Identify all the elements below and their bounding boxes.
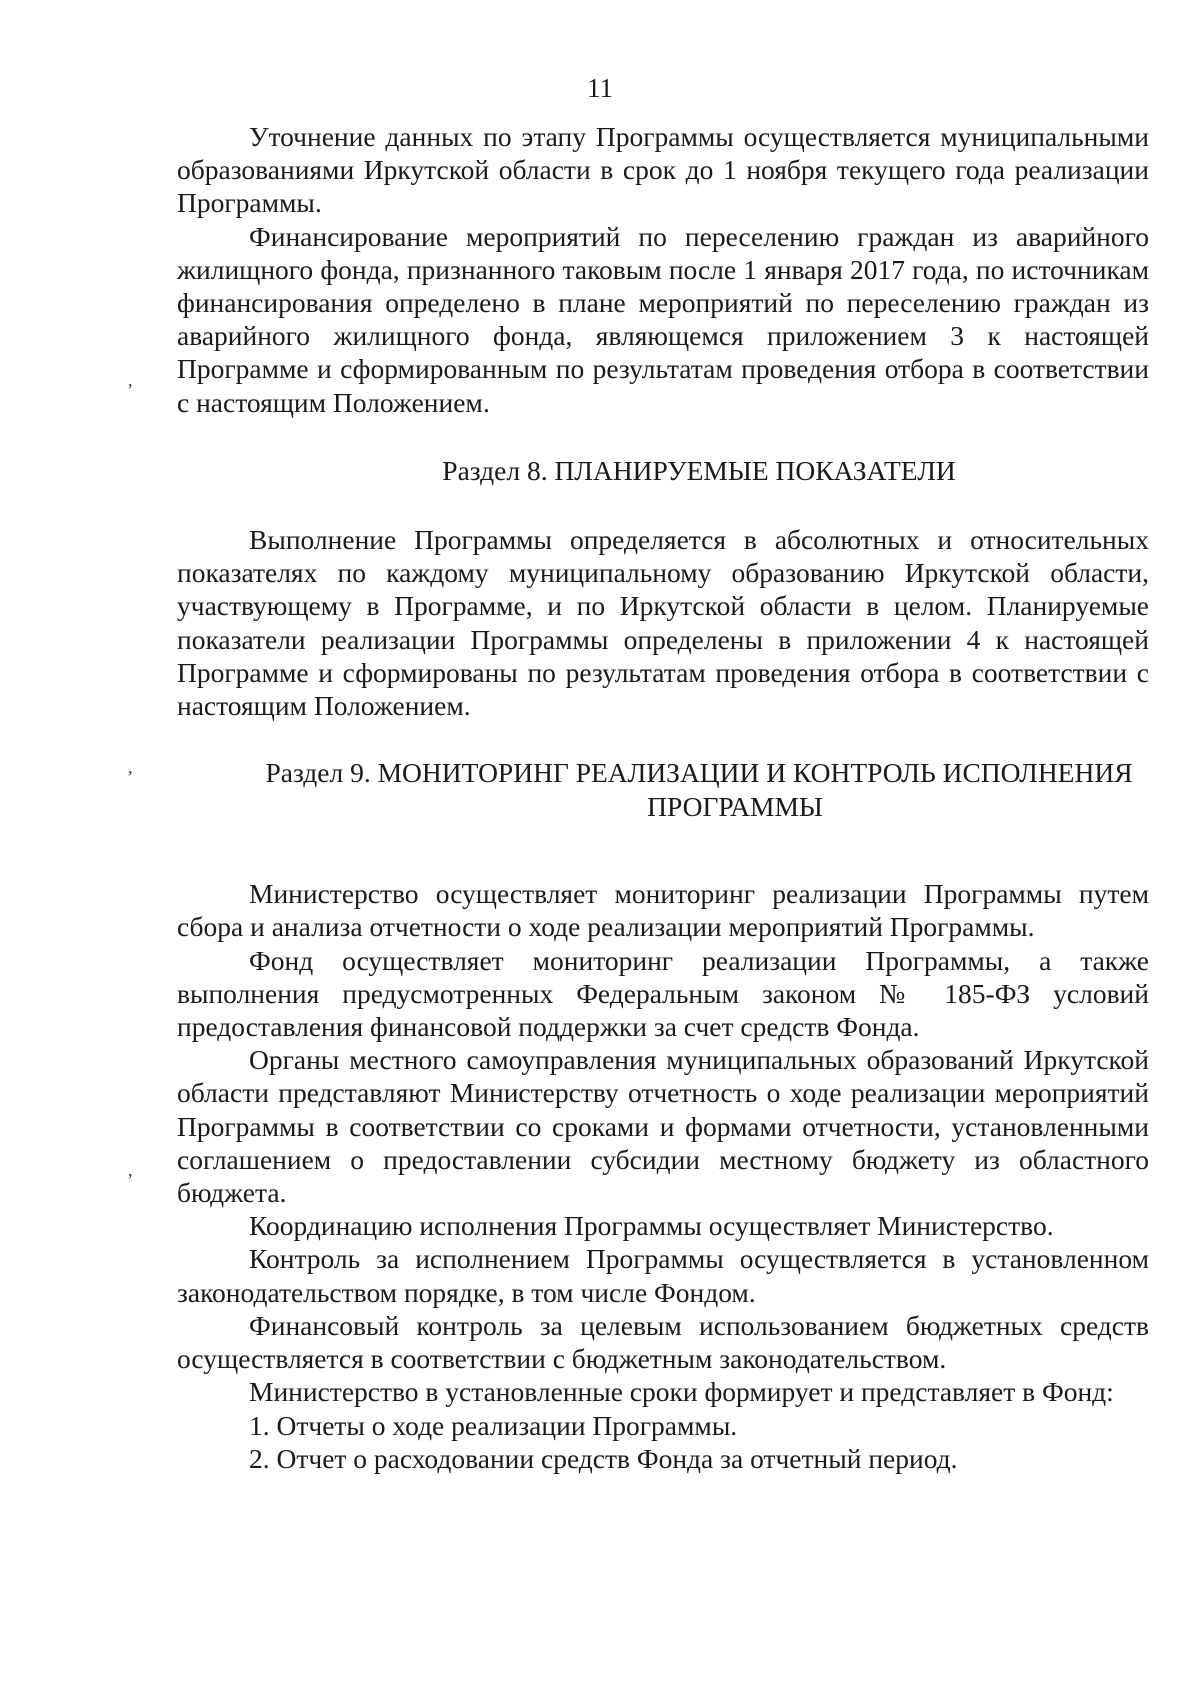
- paragraph-local-government-reporting: Органы местного самоуправления муниципальных образований Иркутской области представляют Министерству отчетность о ходе реализации мероприятий Программы в соответствии со сроками и формами отчетности, установленными соглашением о предоставлении субсидии местному бюджету из областного бюджета.: [177, 1044, 1149, 1209]
- document-body: [177, 120, 1149, 1475]
- section-9-heading-line-2: ПРОГРАММЫ: [647, 791, 823, 823]
- paragraph-coordination: Координацию исполнения Программы осуществляет Министерство.: [249, 1210, 1054, 1242]
- scan-mark: ,: [128, 757, 133, 777]
- list-item-reports-progress: 1. Отчеты о ходе реализации Программы.: [249, 1409, 738, 1441]
- scan-mark: ,: [128, 370, 133, 390]
- paragraph-fund-monitoring: Фонд осуществляет мониторинг реализации Программы, а также выполнения предусмотренных Федеральным законом № 185-ФЗ условий предоставления финансовой поддержки за счет средств Фонда.: [177, 944, 1149, 1043]
- section-9-heading-line-1: Раздел 9. МОНИТОРИНГ РЕАЛИЗАЦИИ И КОНТРОЛЬ ИСПОЛНЕНИЯ: [265, 757, 1133, 789]
- paragraph-data-refinement: Уточнение данных по этапу Программы осуществляется муниципальными образованиями Иркутской области в срок до 1 ноября текущего года реализации Программы.: [177, 121, 1149, 219]
- scan-mark: ,: [128, 1160, 133, 1180]
- section-9-heading: [177, 756, 1149, 824]
- paragraph-ministry-monitoring: Министерство осуществляет мониторинг реализации Программы путем сбора и анализа отчетности о ходе реализации мероприятий Программы.: [177, 878, 1149, 943]
- paragraph-financial-control: Финансовый контроль за целевым использованием бюджетных средств осуществляется в соответствии с бюджетным законодательством.: [177, 1309, 1149, 1375]
- paragraph-planned-indicators: Выполнение Программы определяется в абсолютных и относительных показателях по каждому муниципальному образованию Иркутской области, участвующему в Программе, и по Иркутской области в целом. Планируемые показатели реализации Программы определены в приложении 4 к настоящей Программе и сформированы по результатам проведения отбора в соответствии с настоящим Положением.: [177, 524, 1149, 722]
- list-item-report-expenditure: 2. Отчет о расходовании средств Фонда за отчетный период.: [249, 1442, 958, 1474]
- paragraph-financing: Финансирование мероприятий по переселению граждан из аварийного жилищного фонда, признанного таковым после 1 января 2017 года, по источникам финансирования определено в плане мероприятий по переселению граждан из аварийного жилищного фонда, являющемся приложением 3 к настоящей Программе и сформированным по результатам проведения отбора в соответствии с настоящим Положением.: [177, 220, 1149, 418]
- section-8-heading: Раздел 8. ПЛАНИРУЕМЫЕ ПОКАЗАТЕЛИ: [442, 454, 956, 486]
- paragraph-ministry-reports: Министерство в установленные сроки формирует и представляет в Фонд:: [249, 1376, 1114, 1408]
- page-number: 11: [587, 73, 613, 103]
- paragraph-control: Контроль за исполнением Программы осуществляется в установленном законодательством порядке, в том числе Фондом.: [177, 1243, 1149, 1308]
